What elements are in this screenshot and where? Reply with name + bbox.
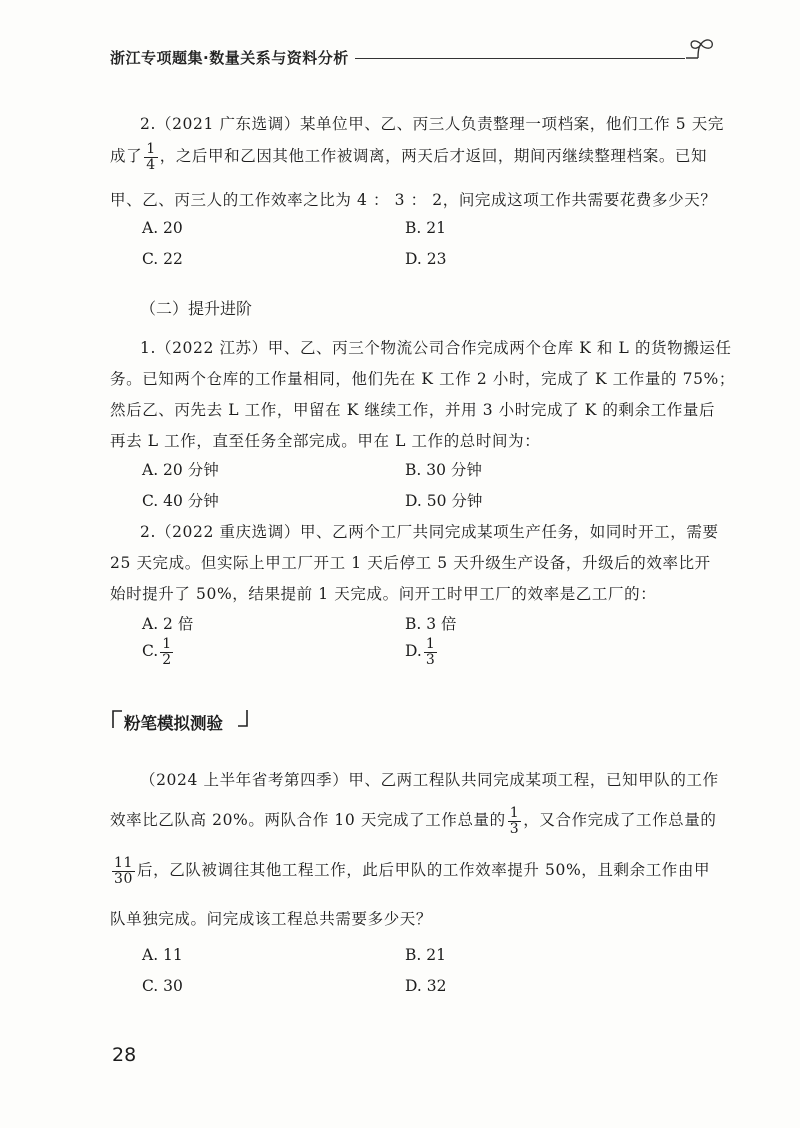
fraction-denominator: 30 <box>114 870 134 887</box>
mock-line-1: （2024 上半年省考第四季）甲、乙两工程队共同完成某项工程，已知甲队的工作 <box>140 771 719 789</box>
q1-option-b: B. 21 <box>405 219 446 237</box>
mock-option-d: D. 32 <box>405 977 447 995</box>
mock-line-2-post: ，又合作完成了工作总量的 <box>523 811 717 830</box>
q1-line-1: 2.（2021 广东选调）某单位甲、乙、丙三人负责整理一项档案，他们工作 5 天完 <box>140 115 724 133</box>
q1-line-2-post: ，之后甲和乙因其他工作被调离，两天后才返回，期间丙继续整理档案。已知 <box>159 147 708 166</box>
q2-option-b: B. 30 分钟 <box>405 461 482 479</box>
mock-fraction-11-30 <box>112 856 135 886</box>
q2-line-2: 务。已知两个仓库的工作量相同，他们先在 K 工作 2 小时，完成了 K 工作量的 75%； <box>110 370 735 388</box>
mock-line-3 <box>110 856 710 886</box>
fraction-numerator: 11 <box>114 855 134 871</box>
q3-line-3: 始时提升了 50%，结果提前 1 天完成。问开工时甲工厂的效率是乙工厂的： <box>110 585 657 603</box>
fraction-numerator: 1 <box>146 141 156 157</box>
q2-option-c: C. 40 分钟 <box>142 492 219 510</box>
page-number: 28 <box>112 1044 137 1066</box>
q1-fraction <box>144 142 158 172</box>
q2-line-1: 1.（2022 江苏）甲、乙、丙三个物流公司合作完成两个仓库 K 和 L 的货物搬运任 <box>140 339 732 357</box>
q1-option-a: A. 20 <box>142 219 183 237</box>
q3-option-c-fraction <box>160 637 173 667</box>
mock-option-c: C. 30 <box>142 977 183 995</box>
fraction-numerator: 1 <box>509 805 520 821</box>
option-label: C. <box>142 642 159 661</box>
fraction-denominator: 3 <box>509 820 520 837</box>
q2-line-3: 然后乙、丙先去 L 工作，甲留在 K 继续工作，并用 3 小时完成了 K 的剩余工作量后 <box>110 401 716 419</box>
q3-option-d <box>405 637 439 667</box>
left-corner-bracket-icon <box>110 708 124 730</box>
q1-line-2-pre: 成了 <box>110 147 143 166</box>
mock-line-3-post: 后，乙队被调往其他工程工作，此后甲队的工作效率提升 50%，且剩余工作由甲 <box>137 861 711 880</box>
q2-option-a: A. 20 分钟 <box>142 461 219 479</box>
q3-option-a: A. 2 倍 <box>142 615 194 633</box>
mock-option-b: B. 21 <box>405 946 446 964</box>
running-header-title: 浙江专项题集·数量关系与资料分析 <box>110 49 349 67</box>
fraction-numerator: 1 <box>162 636 172 652</box>
option-label: D. <box>405 642 422 661</box>
sprout-icon <box>684 34 718 68</box>
mock-line-2 <box>110 806 716 836</box>
header-rule <box>355 58 685 59</box>
q3-option-c <box>142 637 175 667</box>
q2-option-d: D. 50 分钟 <box>405 492 483 510</box>
mock-test-title: 粉笔模拟测验 <box>124 714 223 733</box>
q3-option-d-fraction <box>424 637 437 667</box>
mock-line-2-pre: 效率比乙队高 20%。两队合作 10 天完成了工作总量的 <box>110 811 506 830</box>
q2-line-4: 再去 L 工作，直至任务全部完成。甲在 L 工作的总时间为： <box>110 432 541 450</box>
right-corner-bracket-icon <box>237 708 251 730</box>
mock-fraction-1-3 <box>508 806 522 836</box>
mock-option-a: A. 11 <box>142 946 183 964</box>
q1-line-3: 甲、乙、丙三人的工作效率之比为 4 ： 3 ： 2，问完成这项工作共需要花费多少天？ <box>110 191 717 209</box>
q1-line-2 <box>110 142 707 172</box>
section-title: （二）提升进阶 <box>140 299 253 318</box>
fraction-numerator: 1 <box>425 636 435 652</box>
fraction-denominator: 4 <box>146 156 156 173</box>
q3-option-b: B. 3 倍 <box>405 615 457 633</box>
q3-line-1: 2.（2022 重庆选调）甲、乙两个工厂共同完成某项生产任务，如同时开工，需要 <box>140 523 719 541</box>
mock-line-4: 队单独完成。问完成该工程总共需要多少天？ <box>110 910 433 928</box>
fraction-denominator: 3 <box>425 651 435 668</box>
q3-line-2: 25 天完成。但实际上甲工厂开工 1 天后停工 5 天升级生产设备，升级后的效率比开 <box>110 554 711 572</box>
fraction-denominator: 2 <box>162 651 172 668</box>
q1-option-d: D. 23 <box>405 250 447 268</box>
q1-option-c: C. 22 <box>142 250 183 268</box>
